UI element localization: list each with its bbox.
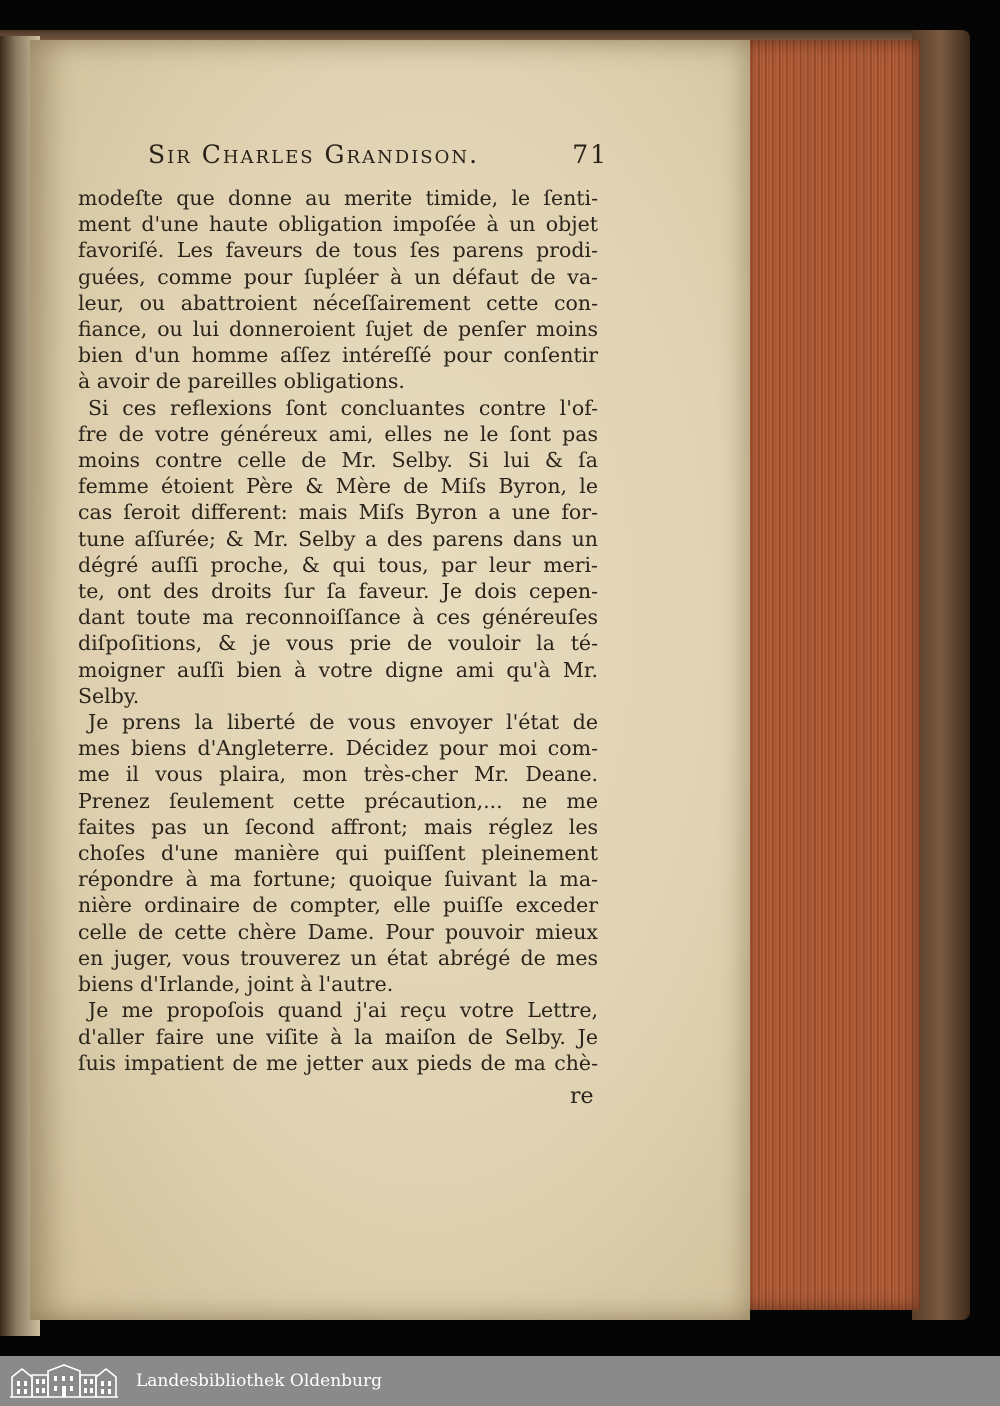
text-line: dégré auſſi proche, & qui tous, par leur meri- <box>78 552 598 577</box>
text-line: guées, comme pour ſupléer à un défaut de va- <box>78 264 598 289</box>
text-line: ſuis impatient de me jetter aux pieds de ma chè- <box>78 1050 598 1075</box>
text-line: fiance, ou lui donneroient ſujet de penſer moins <box>78 317 598 342</box>
book-cover <box>912 30 970 1320</box>
text-line: choſes d'une manière qui puiſſent pleinement <box>78 841 598 866</box>
body-text <box>78 185 598 1076</box>
text-line: me il vous plaira, mon très-cher Mr. Deane. <box>78 762 598 787</box>
text-line: d'aller faire une viſite à la maiſon de Selby. Je <box>78 1024 598 1049</box>
text-line: bien d'un homme aſſez intéreſſé pour conſentir <box>78 343 598 368</box>
text-line: Je prens la liberté de vous envoyer l'état de <box>88 710 598 735</box>
page-edges <box>740 40 920 1310</box>
text-line: Je me propoſois quand j'ai reçu votre Lettre, <box>88 998 598 1023</box>
text-line: te, ont des droits ſur ſa faveur. Je dois cepen- <box>78 579 598 604</box>
footer-banner <box>0 1356 1000 1406</box>
text-line: faites pas un ſecond affront; mais réglez les <box>78 814 598 839</box>
catchword: re <box>570 1084 594 1109</box>
text-line: femme étoient Père & Mère de Miſs Byron, le <box>78 474 598 499</box>
text-line: modeſte que donne au merite timide, le ſenti- <box>78 186 598 210</box>
text-line: biens d'Irlande, joint à l'autre. <box>78 972 394 997</box>
text-line: diſpoſitions, & je vous prie de vouloir la té- <box>78 631 598 656</box>
text-line: tune aſſurée; & Mr. Selby a des parens dans un <box>78 526 598 551</box>
text-line: Si ces reflexions ſont concluantes contre l'of- <box>88 395 598 420</box>
text-line: moins contre celle de Mr. Selby. Si lui & ſa <box>78 448 598 473</box>
text-line: mes biens d'Angleterre. Décidez pour moi com- <box>78 736 598 761</box>
text-line: Prenez ſeulement cette précaution,... ne me <box>78 788 598 813</box>
page-number: 71 <box>572 140 608 169</box>
text-line: leur, ou abattroient néceſſairement cette con- <box>78 290 598 315</box>
library-name: Landesbibliothek Oldenburg <box>136 1371 383 1391</box>
text-line: favoriſé. Les faveurs de tous ſes parens prodi- <box>78 238 598 263</box>
text-line: nière ordinaire de compter, elle puiſſe exceder <box>78 893 598 918</box>
text-line: Selby. <box>78 683 140 708</box>
text-line: dant toute ma reconnoiſſance à ces généreuſes <box>78 605 598 630</box>
text-line: à avoir de pareilles obligations. <box>78 369 405 394</box>
text-line: celle de cette chère Dame. Pour pouvoir mieux <box>78 919 598 944</box>
text-line: répondre à ma fortune; quoique ſuivant la ma- <box>78 867 598 892</box>
running-header <box>148 140 608 169</box>
text-line: fre de votre généreux ami, elles ne le ſont pas <box>78 421 598 446</box>
text-line: ment d'une haute obligation impoſée à un objet <box>78 212 598 237</box>
library-building-icon <box>8 1363 120 1399</box>
running-title: Sir Charles Grandison. <box>148 140 480 169</box>
text-line: en juger, vous trouverez un état abrégé de mes <box>78 945 598 970</box>
text-line: moigner auſſi bien à votre digne ami qu'à Mr. <box>78 657 598 682</box>
text-line: cas ſeroit different: mais Miſs Byron a une for- <box>78 500 598 525</box>
